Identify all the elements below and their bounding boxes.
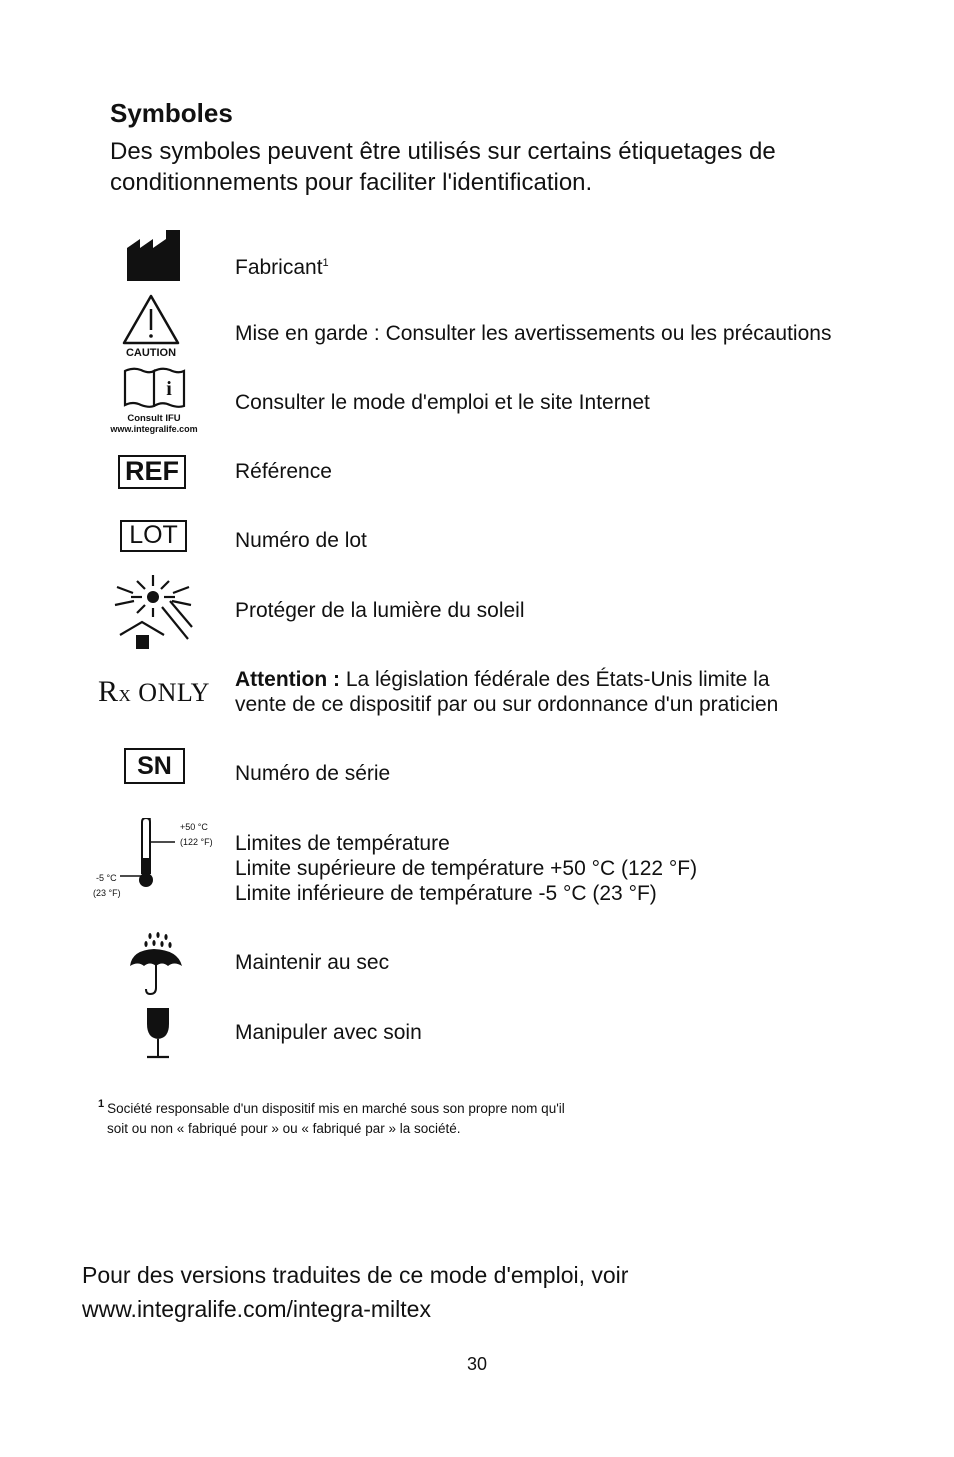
footnote-line-2: soit ou non « fabriqué pour » ou « fabriqué par » la société. xyxy=(107,1121,461,1136)
page-heading: Symboles xyxy=(110,98,233,128)
sn-box-icon: SN xyxy=(124,748,185,784)
translated-versions-note xyxy=(82,1258,628,1326)
symbol-label-sunlight: Protéger de la lumière du soleil xyxy=(235,599,525,622)
intro-paragraph: Des symboles peuvent être utilisés sur certains étiquetages de conditionnements pour faciliter l'identification. xyxy=(110,138,776,196)
ifu-icon-text: Consult IFU xyxy=(127,413,181,424)
symbol-label-keep-dry: Maintenir au sec xyxy=(235,951,390,974)
umbrella-rain-icon xyxy=(128,932,184,996)
page-number: 30 xyxy=(466,1354,488,1374)
symbol-label-fragile: Manipuler avec soin xyxy=(235,1021,422,1044)
factory-icon xyxy=(126,230,182,282)
footnote-number: 1 xyxy=(98,1098,105,1110)
symbol-label-serial-number: Numéro de série xyxy=(235,762,391,785)
symbol-label-temperature: Limites de température Limite supérieure de température +50 °C (122 °F) Limite inférieure de température -5 °C (23 °F) xyxy=(235,832,698,905)
lot-box-icon: LOT xyxy=(120,520,187,552)
consult-ifu-book-icon xyxy=(106,366,202,436)
thermometer-icon xyxy=(120,818,180,890)
svg-text:i: i xyxy=(166,378,172,400)
ifu-icon-url: www.integralife.com xyxy=(110,424,198,434)
fragile-glass-icon xyxy=(145,1006,171,1060)
temp-upper-c: +50 °C xyxy=(180,822,208,832)
temp-upper-f: (122 °F) xyxy=(180,837,213,847)
temp-lower-f: (23 °F) xyxy=(93,888,121,898)
symbol-label-caution: Mise en garde : Consulter les avertissements ou les précautions xyxy=(235,322,832,345)
symbol-label-lot: Numéro de lot xyxy=(235,529,367,552)
translated-note-line-1: Pour des versions traduites de ce mode d'emploi, voir xyxy=(82,1262,629,1288)
footnote-marker: 1 xyxy=(322,257,329,269)
translated-url: www.integralife.com/integra-miltex xyxy=(82,1296,431,1322)
rx-only-icon: RX ONLY xyxy=(98,675,210,708)
symbol-label-rx-only: Attention : La législation fédérale des États-Unis limite la vente de ce dispositif par ou sur ordonnance d'un praticien xyxy=(235,668,779,716)
symbol-label-ref: Référence xyxy=(235,460,332,483)
caution-triangle-icon xyxy=(120,293,182,359)
symbol-label-manufacturer: Fabricant$^1$ xyxy=(235,256,329,279)
symbol-label-ifu: Consulter le mode d'emploi et le site Internet xyxy=(235,391,650,414)
caution-icon-text: CAUTION xyxy=(125,347,177,359)
footnote xyxy=(98,1094,658,1139)
ref-box-icon: REF xyxy=(118,455,186,489)
sunlight-icon xyxy=(112,573,194,653)
temp-lower-c: -5 °C xyxy=(96,873,117,883)
footnote-line-1: Société responsable d'un dispositif mis en marché sous son propre nom qu'il xyxy=(107,1101,565,1116)
